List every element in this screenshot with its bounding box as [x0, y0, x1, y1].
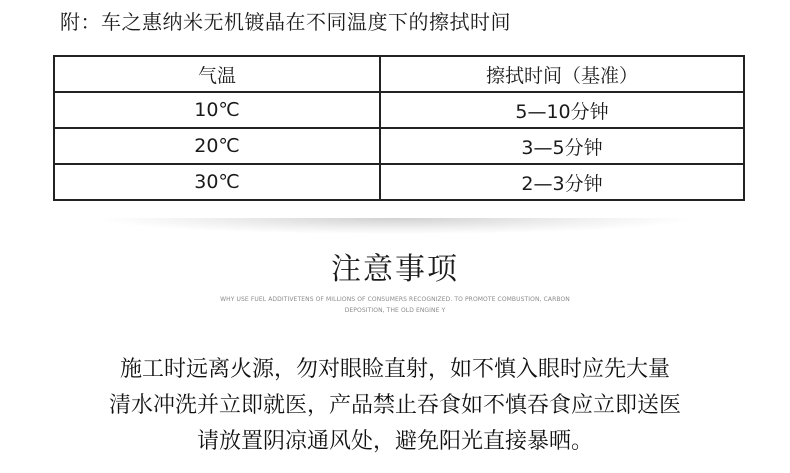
temperature-cell: 20℃: [54, 128, 380, 164]
section-divider-shadow: [100, 218, 690, 234]
notice-body-line: 施工时远离火源，勿对眼睑直射，如不慎入眼时应先大量: [119, 357, 670, 382]
header-wipe-time: 擦拭时间（基准）: [380, 56, 744, 92]
notice-heading: 注意事项: [331, 252, 459, 287]
wipe-time-cell: 5—10分钟: [380, 92, 744, 128]
notice-body-line: 请放置阴凉通风处，避免阳光直接暴晒。: [196, 429, 593, 454]
temperature-cell: 10℃: [54, 92, 380, 128]
temperature-cell: 30℃: [54, 164, 380, 200]
notice-body-line: 清水冲洗并立即就医，产品禁止吞食如不慎吞食应立即送医: [108, 393, 681, 418]
table-row: [54, 92, 744, 128]
table-row: [54, 128, 744, 164]
header-temperature: 气温: [54, 56, 380, 92]
table-header-row: [54, 56, 744, 92]
notice-subtext-line: DEPOSITION, THE OLD ENGINE Y: [344, 307, 446, 314]
page-title: 附：车之惠纳米无机镀晶在不同温度下的擦拭时间: [60, 10, 511, 34]
notice-subtext-line: WHY USE FUEL ADDITIVETENS OF MILLIONS OF CONSUMERS RECOGNIZED. TO PROMOTE COMBUSTION, CARBON: [220, 296, 570, 303]
wipe-time-cell: 3—5分钟: [380, 128, 744, 164]
notice-body: [0, 352, 790, 460]
notice-subtext: [195, 294, 595, 316]
wipe-time-cell: 2—3分钟: [380, 164, 744, 200]
wipe-time-table: [53, 55, 745, 201]
table-row: [54, 164, 744, 200]
